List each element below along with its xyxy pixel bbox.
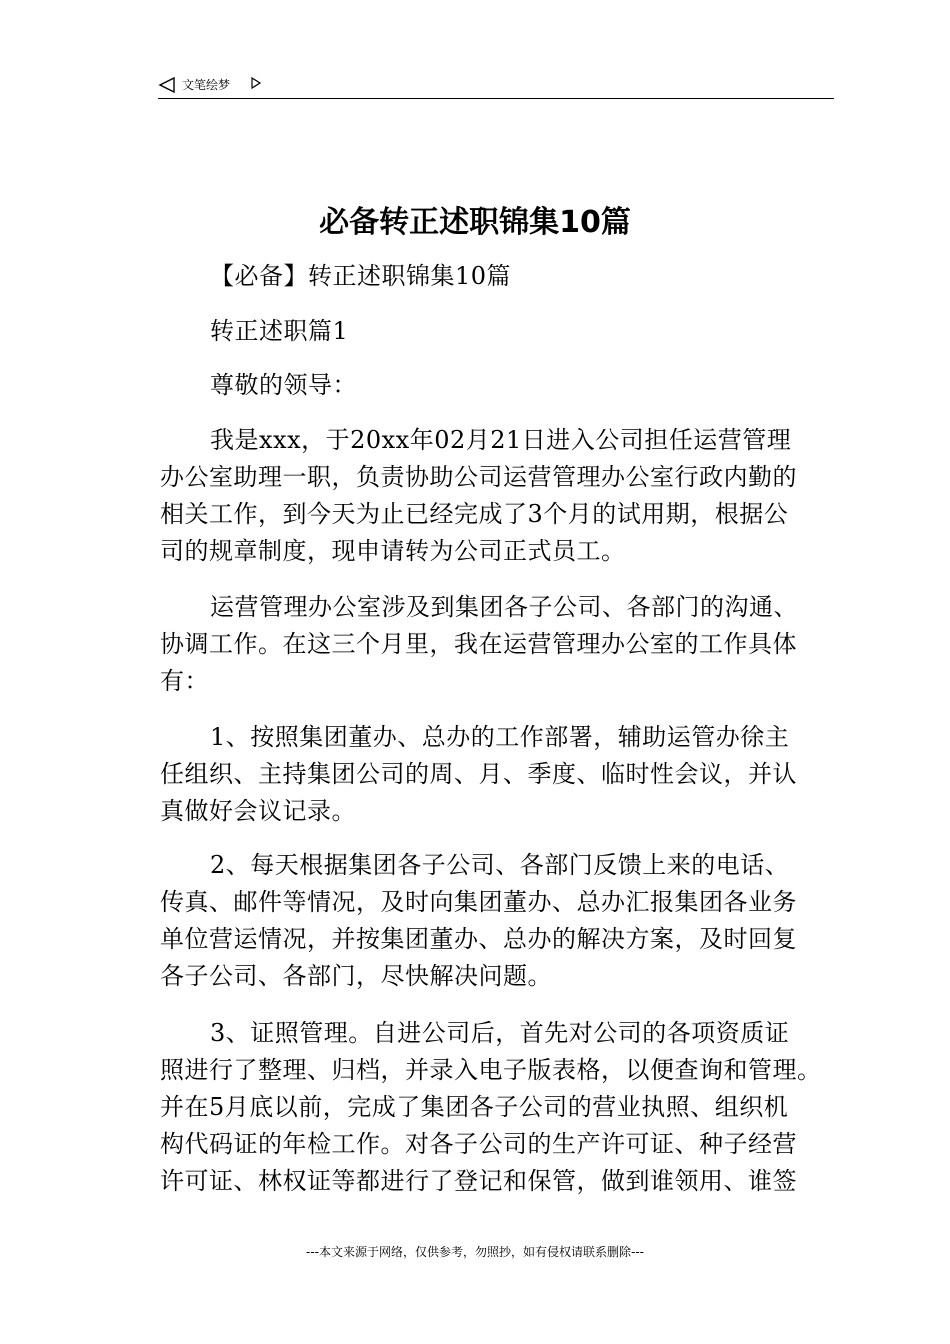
- site-name: 文笔绘梦: [182, 78, 231, 92]
- salutation: 尊敬的领导：: [210, 371, 357, 399]
- page-header: [158, 72, 834, 99]
- section-heading: 转正述职篇1: [210, 317, 349, 345]
- paragraph-4: 2、每天根据集团各子公司、各部门反馈上来的电话、 传真、邮件等情况，及时向集团董办、总办汇报集团各业务 单位营运情况，并按集团董办、总办的解决方案，及时回复 各子公司、各部门，尽快解决问题。: [160, 851, 797, 990]
- footer-disclaimer: ---本文来源于网络，仅供参考，勿照抄，如有侵权请联系删除---: [306, 1245, 644, 1259]
- triangle-right-outline-icon: [250, 76, 262, 90]
- paragraph-1: 我是xxx，于20xx年02月21日进入公司担任运营管理 办公室助理一职，负责协助公司运营管理办公室行政内勤的 相关工作，到今天为止已经完成了3个月的试用期，根据公 司的规章制度，现申请转为公司正式员工。: [160, 426, 797, 565]
- paragraph-2: 运营管理办公室涉及到集团各子公司、各部门的沟通、 协调工作。在这三个月里，我在运营管理办公室的工作具体 有：: [160, 593, 798, 695]
- paragraph-3: 1、按照集团董办、总办的工作部署，辅助运管办徐主 任组织、主持集团公司的周、月、季度、临时性会议，并认 真做好会议记录。: [160, 723, 797, 825]
- document-title: 必备转正述职锦集10篇: [319, 205, 631, 240]
- triangle-left-outline-icon: [158, 76, 176, 94]
- paragraph-5: 3、证照管理。自进公司后，首先对公司的各项资质证 照进行了整理、归档，并录入电子版表格，以便查询和管理。 并在5月底以前，完成了集团各子公司的营业执照、组织机 构代码证的年检工作。对各子公司的生产许可证、种子经营 许可证、林权证等都进行了登记和保管，做到谁领用、谁签: [160, 1019, 822, 1195]
- document-subtitle: 【必备】转正述职锦集10篇: [210, 262, 512, 290]
